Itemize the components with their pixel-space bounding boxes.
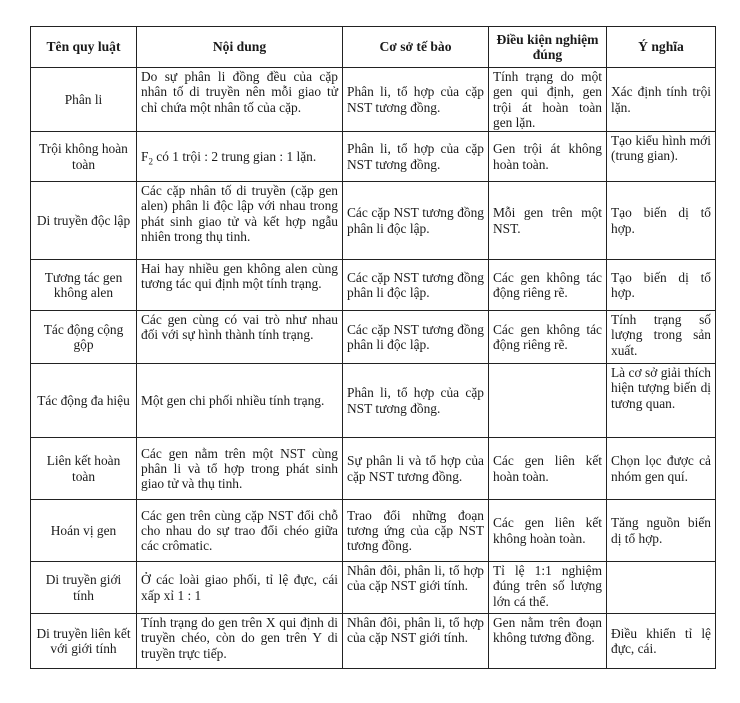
law-content: Tính trạng do gen trên X qui định di truyền chéo, còn do gen trên Y di truyền trực tiếp. — [137, 614, 343, 669]
law-condition: Tính trạng do một gen qui định, gen trội át hoàn toàn gen lặn. — [489, 68, 607, 132]
header-condition: Điều kiện nghiệm đúng — [489, 27, 607, 68]
law-name: Di truyền giới tính — [31, 562, 137, 614]
table-row — [31, 311, 716, 364]
table-row — [31, 132, 716, 182]
genetics-laws-table-container — [30, 26, 715, 669]
law-content: Một gen chi phối nhiều tính trạng. — [137, 364, 343, 438]
law-name: Tương tác gen không alen — [31, 260, 137, 311]
law-condition: Gen trội át không hoàn toàn. — [489, 132, 607, 182]
law-content: Hai hay nhiều gen không alen cùng tương tác qui định một tính trạng. — [137, 260, 343, 311]
law-content: $F_2$ có 1 trội : 2 trung gian : 1 lặn. — [137, 132, 343, 182]
law-name: Di truyền độc lập — [31, 182, 137, 260]
law-meaning: Tính trạng số lượng trong sản xuất. — [607, 311, 716, 364]
law-name: Phân li — [31, 68, 137, 132]
law-meaning: Tạo biến dị tổ hợp. — [607, 260, 716, 311]
table-row — [31, 260, 716, 311]
law-content: Các cặp nhân tố di truyền (cặp gen alen) phân li độc lập với nhau trong phát sinh giao tử và kết hợp ngẫu nhiên trong thụ tinh. — [137, 182, 343, 260]
table-row — [31, 500, 716, 562]
law-meaning: Điều khiển tỉ lệ đực, cái. — [607, 614, 716, 669]
law-meaning — [607, 562, 716, 614]
law-basis: Phân li, tổ hợp của cặp NST tương đồng. — [343, 364, 489, 438]
law-basis: Sự phân li và tổ hợp của cặp NST tương đồng. — [343, 438, 489, 500]
law-meaning: Tạo biến dị tổ hợp. — [607, 182, 716, 260]
header-cell-basis: Cơ sở tế bào — [343, 27, 489, 68]
law-content: Các gen cùng có vai trò như nhau đối với sự hình thành tính trạng. — [137, 311, 343, 364]
table-row — [31, 68, 716, 132]
header-content: Nội dung — [137, 27, 343, 68]
law-condition: Các gen liên kết hoàn toàn. — [489, 438, 607, 500]
law-basis: Các cặp NST tương đồng phân li độc lập. — [343, 182, 489, 260]
law-content: Do sự phân li đồng đều của cặp nhân tố di truyền nên mỗi giao tử chỉ chứa một nhân tố của cặp. — [137, 68, 343, 132]
law-name: Tác động đa hiệu — [31, 364, 137, 438]
table-row — [31, 562, 716, 614]
law-basis: Nhân đôi, phân li, tổ hợp của cặp NST giới tính. — [343, 562, 489, 614]
law-meaning: Là cơ sở giải thích hiện tượng biến dị tương quan. — [607, 364, 716, 438]
table-row — [31, 182, 716, 260]
law-meaning: Xác định tính trội lặn. — [607, 68, 716, 132]
law-name: Hoán vị gen — [31, 500, 137, 562]
law-name: Tác động cộng gộp — [31, 311, 137, 364]
law-condition: Gen nằm trên đoạn không tương đồng. — [489, 614, 607, 669]
law-meaning: Chọn lọc được cả nhóm gen quí. — [607, 438, 716, 500]
law-basis: Nhân đôi, phân li, tổ hợp của cặp NST giới tính. — [343, 614, 489, 669]
law-condition: Các gen liên kết không hoàn toàn. — [489, 500, 607, 562]
law-content: Các gen nằm trên một NST cùng phân li và tổ hợp trong phát sinh giao tử và thụ tinh. — [137, 438, 343, 500]
law-name: Trội không hoàn toàn — [31, 132, 137, 182]
law-basis: Trao đổi những đoạn tương ứng của cặp NST tương đồng. — [343, 500, 489, 562]
law-condition: Mỗi gen trên một NST. — [489, 182, 607, 260]
law-basis: Các cặp NST tương đồng phân li độc lập. — [343, 311, 489, 364]
law-condition: Tỉ lệ 1:1 nghiệm đúng trên số lượng lớn cá thể. — [489, 562, 607, 614]
law-basis: Phân li, tổ hợp của cặp NST tương đồng. — [343, 68, 489, 132]
law-name: Liên kết hoàn toàn — [31, 438, 137, 500]
header-row — [31, 27, 716, 68]
law-content: Các gen trên cùng cặp NST đổi chỗ cho nhau do sự trao đổi chéo giữa các crômatic. — [137, 500, 343, 562]
law-basis: Các cặp NST tương đồng phân li độc lập. — [343, 260, 489, 311]
law-basis: Phân li, tổ hợp của cặp NST tương đồng. — [343, 132, 489, 182]
law-meaning: Tạo kiểu hình mới (trung gian). — [607, 132, 716, 182]
table-row — [31, 364, 716, 438]
table-row — [31, 614, 716, 669]
law-condition: Các gen không tác động riêng rẽ. — [489, 311, 607, 364]
law-condition: Các gen không tác động riêng rẽ. — [489, 260, 607, 311]
header-meaning: Ý nghĩa — [607, 27, 716, 68]
law-meaning: Tăng nguồn biến dị tổ hợp. — [607, 500, 716, 562]
law-condition — [489, 364, 607, 438]
genetics-laws-table — [30, 26, 716, 669]
law-content: Ở các loài giao phối, tỉ lệ đực, cái xấp xỉ 1 : 1 — [137, 562, 343, 614]
table-row — [31, 438, 716, 500]
law-name: Di truyền liên kết với giới tính — [31, 614, 137, 669]
header-law-name: Tên quy luật — [31, 27, 137, 68]
